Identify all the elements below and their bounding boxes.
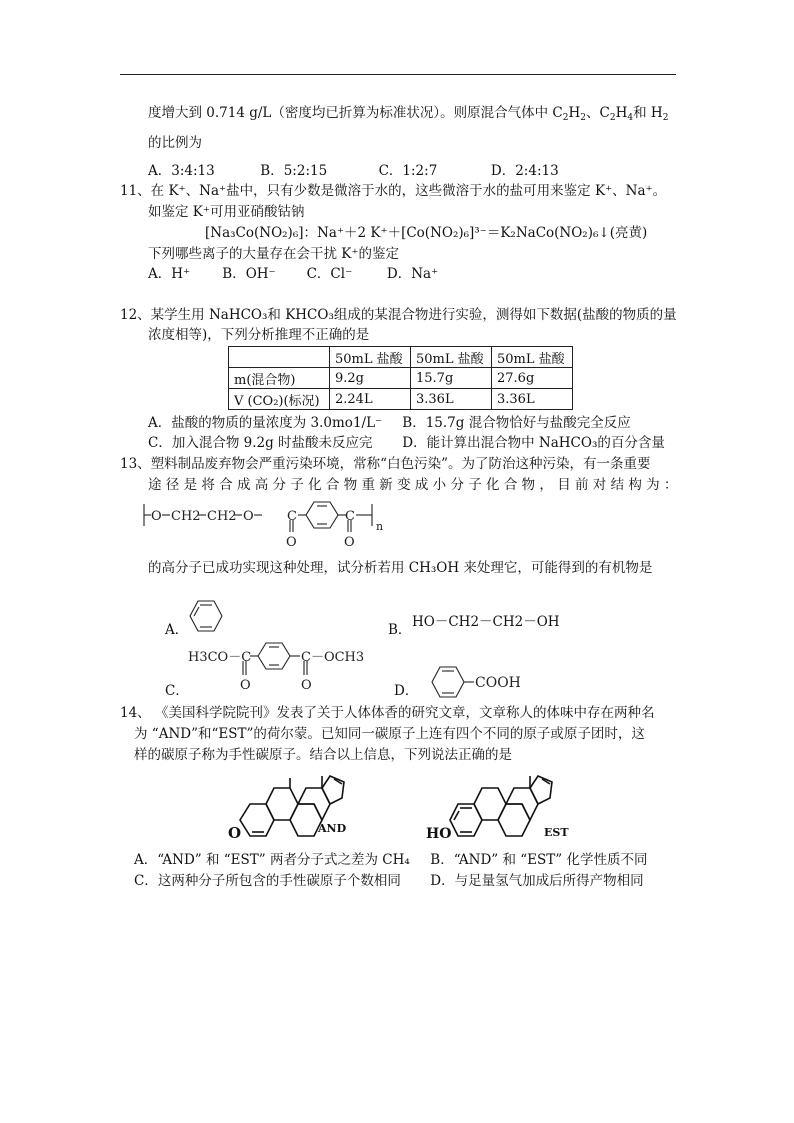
option-c-left: H3CO－C	[188, 650, 252, 665]
q14-option-c: C．这两种分子所包含的手性碳原子个数相同	[134, 873, 401, 889]
q13-option-b-formula: HO－CH2－CH2－OH	[412, 614, 560, 630]
q11-line2: 如鉴定 K⁺可用亚硝酸钴钠	[148, 204, 305, 220]
option-c-right: C－OCH3	[301, 650, 365, 665]
est-label: EST	[544, 826, 569, 839]
table-cell: 3.36L	[492, 389, 573, 410]
q11-option-d: D．Na⁺	[386, 266, 439, 282]
polymer-structure	[138, 496, 398, 552]
q11-option-c: C．Cl⁻	[306, 266, 353, 282]
table-cell: V (CO₂)(标况)	[229, 389, 330, 410]
q13-option-c-label: C．	[165, 683, 189, 699]
table-cell: 9.2g	[330, 368, 411, 389]
cooh-group: COOH	[475, 675, 521, 691]
q14-option-a: A．“AND” 和 “EST” 两者分子式之差为 CH₄	[134, 852, 410, 868]
q14-line3: 样的碳原子称为手性碳原子。结合以上信息，下列说法正确的是	[134, 747, 512, 763]
q12-option-a: A．盐酸的物质的量浓度为 3.0mo1/L⁻	[148, 415, 383, 431]
q11-option-a: A．H⁺	[148, 266, 191, 282]
table-header-row	[229, 347, 573, 368]
q12-line2: 浓度相等)，下列分析推理不正确的是	[148, 327, 370, 343]
q13-option-d-label: D．	[394, 683, 419, 699]
table-header-cell: 50mL 盐酸	[492, 347, 573, 368]
table-header-cell: 50mL 盐酸	[330, 347, 411, 368]
q11-line3: 下列哪些离子的大量存在会干扰 K⁺的鉴定	[148, 246, 400, 262]
q12-option-c: C．加入混合物 9.2g 时盐酸未反应完	[148, 435, 373, 451]
q13-line3: 的高分子已成功实现这种处理，试分析若用 CH₃OH 来处理它，可能得到的有机物是	[148, 560, 653, 576]
table-cell: 27.6g	[492, 368, 573, 389]
q12-data-table	[228, 346, 573, 410]
q11-options	[148, 265, 438, 283]
polymer-n: n	[376, 520, 384, 533]
q12-line1: 12、某学生用 NaHCO₃和 KHCO₃组成的某混合物进行实验，测得如下数据(盐酸的物质的量	[120, 307, 677, 323]
q10-line2: 的比例为	[148, 135, 202, 151]
q10-option-b: B．5:2:15	[260, 163, 328, 179]
and-label: AND	[318, 822, 347, 835]
q10-option-c: C．1:2:7	[378, 163, 438, 179]
q10-option-d: D．2:4:13	[490, 163, 559, 179]
q10-options	[148, 162, 559, 180]
table-row	[229, 368, 573, 389]
q13-option-a-label: A．	[165, 622, 189, 638]
and-oxygen: O	[228, 824, 242, 842]
q13-line1: 13、塑料制品废弃物会严重污染环境，常称“白色污染”。为了防治这种污染，有一条重要	[120, 456, 651, 472]
dimethyl-terephthalate-structure	[186, 637, 386, 693]
est-hydroxyl: HO	[426, 826, 452, 842]
polymer-o1: O	[151, 509, 162, 524]
table-cell: 3.36L	[411, 389, 492, 410]
polymer-ch2b: CH2	[207, 509, 237, 524]
q11-line1: 11、在 K⁺、Na⁺盐中，只有少数是微溶于水的，这些微溶于水的盐可用来鉴定 K⁺、Na⁺。	[120, 183, 667, 199]
q14-line1: 14、 《美国科学院院刊》发表了关于人体体香的研究文章，文章称人的体味中存在两种名	[120, 705, 655, 721]
table-cell: 2.24L	[330, 389, 411, 410]
q13-option-b-label: B．	[388, 622, 412, 638]
q10-line1: 度增大到 0.714 g/L（密度均已折算为标准状况）。则原混合气体中 $C_2H_2$、$C_2H_4$和 $H_2$	[148, 105, 669, 123]
q12-options-row2	[148, 434, 665, 452]
q14-option-d: D．与足量氢气加成后所得产物相同	[430, 873, 644, 889]
table-header-cell: 50mL 盐酸	[411, 347, 492, 368]
polymer-o2: O	[243, 509, 254, 524]
q12-options-row1	[148, 414, 631, 432]
est-molecule-structure	[426, 770, 576, 842]
table-cell: m(混合物)	[229, 368, 330, 389]
q11-option-b: B．OH⁻	[222, 266, 276, 282]
table-row	[229, 389, 573, 410]
header-rule	[120, 74, 676, 75]
benzoic-acid-structure	[428, 664, 538, 700]
q14-options-row2	[134, 872, 644, 890]
q13-line2: 途 径 是 将 合 成 高 分 子 化 合 物 重 新 变 成 小 分 子 化 合 物 ， 目 前 对 结 构 为 ：	[148, 477, 678, 493]
polymer-ch2a: CH2	[171, 509, 201, 524]
q10-option-a: A．3:4:13	[148, 163, 215, 179]
and-molecule-structure	[226, 770, 376, 842]
option-c-o2: O	[301, 678, 312, 693]
q12-option-d: D．能计算出混合物中 NaHCO₃的百分含量	[402, 435, 665, 451]
polymer-c1: C	[287, 509, 297, 524]
benzene-ring-icon	[186, 598, 226, 634]
polymer-o3: O	[286, 535, 297, 550]
table-cell: 15.7g	[411, 368, 492, 389]
q14-options-row1	[134, 851, 647, 869]
polymer-o4: O	[344, 535, 355, 550]
q14-line2: 为 “AND”和“EST”的荷尔蒙。已知同一碳原子上连有四个不同的原子或原子团时，这	[134, 726, 645, 742]
polymer-c2: C	[345, 509, 355, 524]
table-header-cell	[229, 347, 330, 368]
q11-equation: [Na₃Co(NO₂)₆]：Na⁺＋2 K⁺＋[Co(NO₂)₆]³⁻＝K₂NaCo(NO₂)₆↓(亮黄)	[205, 225, 648, 241]
q14-option-b: B．“AND” 和 “EST” 化学性质不同	[430, 852, 648, 868]
q12-option-b: B．15.7g 混合物恰好与盐酸完全反应	[402, 415, 631, 431]
option-c-o1: O	[240, 678, 251, 693]
